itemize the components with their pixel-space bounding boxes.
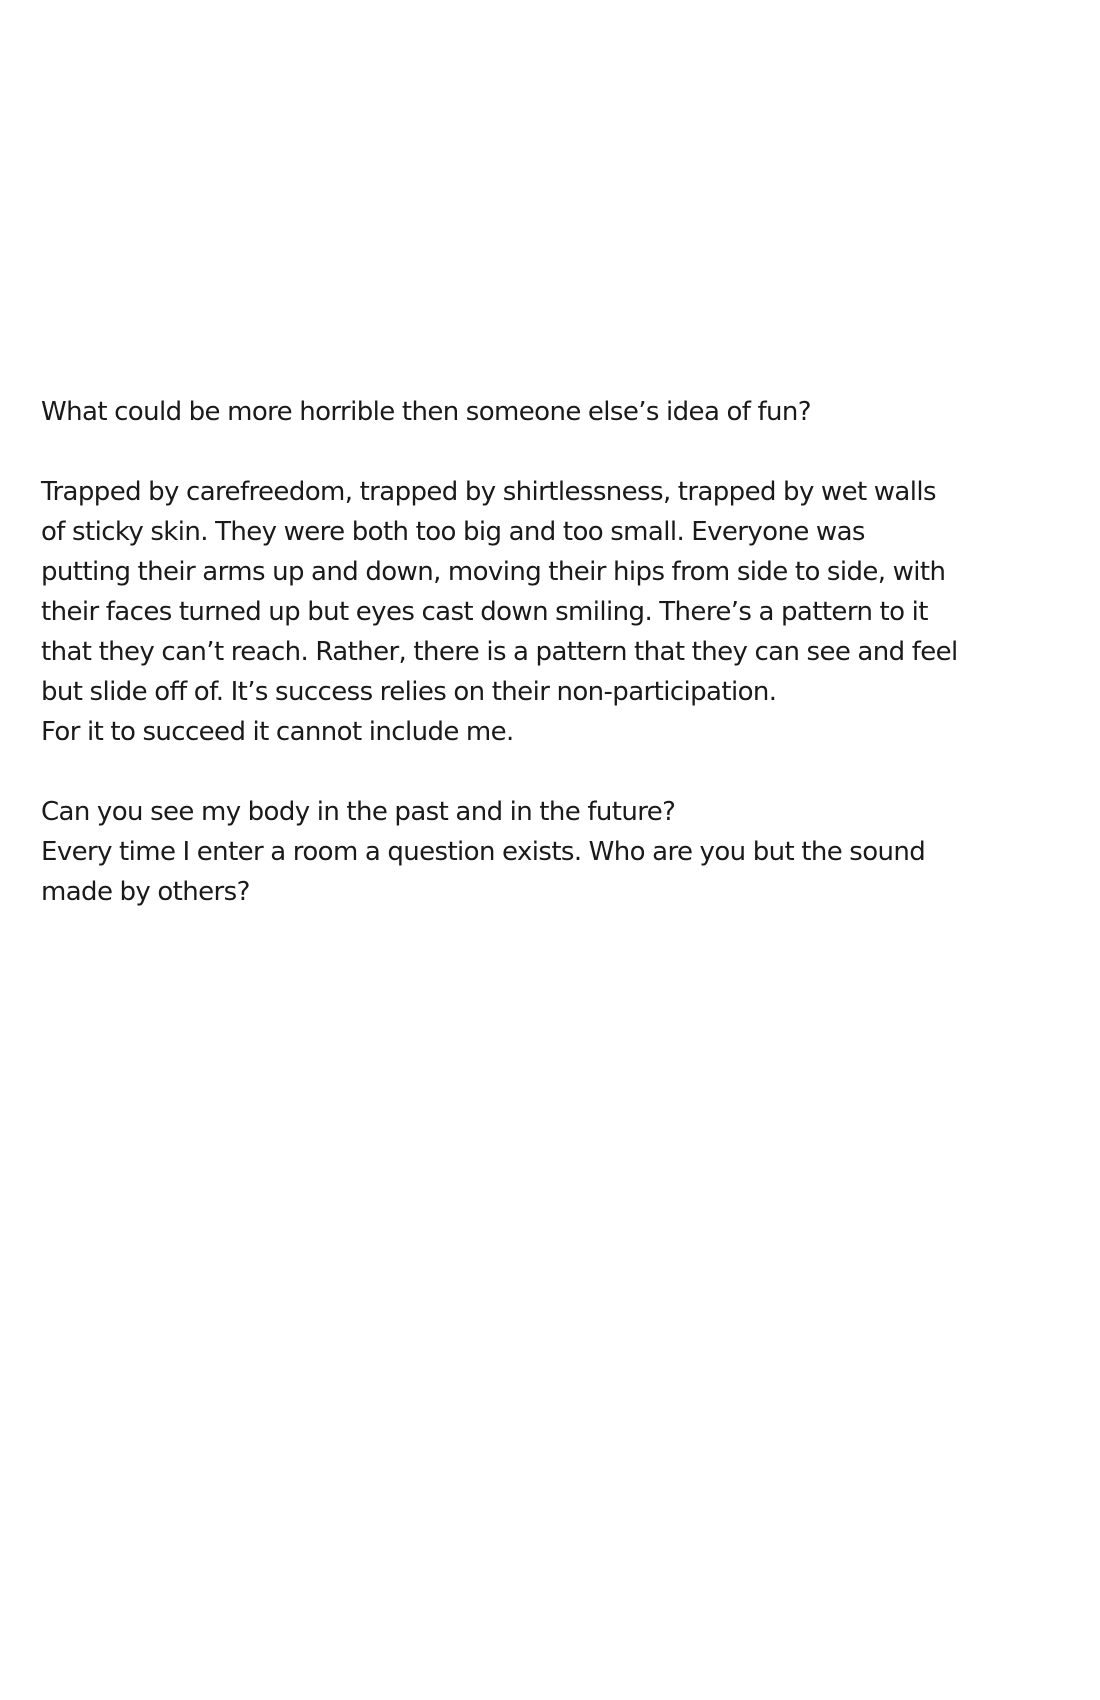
text-line: made by others? [41, 877, 250, 907]
text-line: that they can’t reach. Rather, there is a pattern that they can see and feel [41, 637, 958, 667]
paragraph-gap [41, 432, 1071, 472]
text-line: Every time I enter a room a question exists. Who are you but the sound [41, 837, 926, 867]
text-line: Can you see my body in the past and in the future? [41, 797, 676, 827]
paragraph-2 [41, 472, 1071, 752]
paragraph-3 [41, 792, 1071, 912]
document-body [41, 392, 1071, 912]
text-line: but slide off of. It’s success relies on their non-participation. [41, 677, 777, 707]
text-line: putting their arms up and down, moving their hips from side to side, with [41, 557, 946, 587]
text-line: their faces turned up but eyes cast down smiling. There’s a pattern to it [41, 597, 928, 627]
text-line: Trapped by carefreedom, trapped by shirtlessness, trapped by wet walls [41, 477, 936, 507]
paragraph-1 [41, 392, 1071, 432]
paragraph-gap [41, 752, 1071, 792]
text-line: For it to succeed it cannot include me. [41, 717, 514, 747]
text-line: What could be more horrible then someone else’s idea of fun? [41, 397, 811, 427]
text-line: of sticky skin. They were both too big and too small. Everyone was [41, 517, 865, 547]
